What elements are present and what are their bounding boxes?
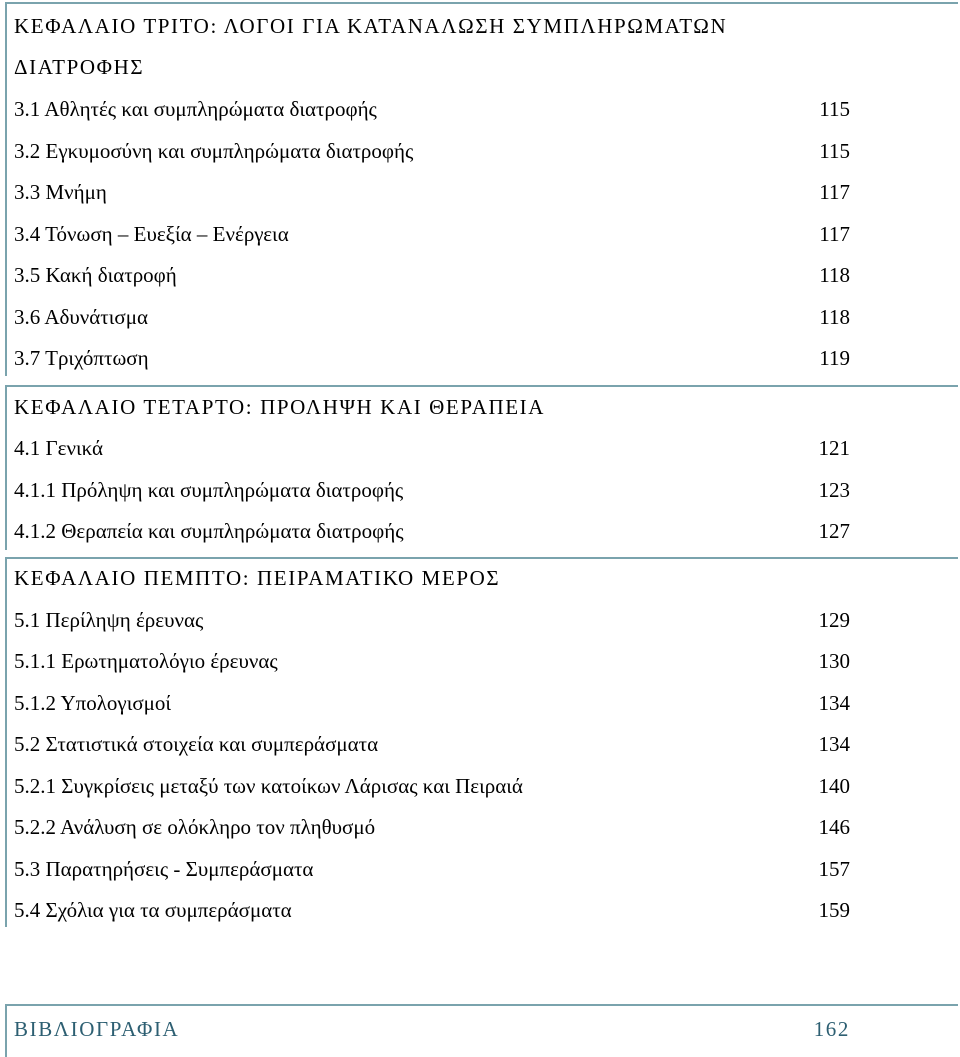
toc-entry-label: 3.7 Τριχόπτωση	[14, 346, 149, 370]
toc-entry-label: 3.1 Αθλητές και συμπληρώματα διατροφής	[14, 97, 377, 121]
toc-entry-label: 3.2 Εγκυμοσύνη και συμπληρώματα διατροφής	[14, 139, 414, 163]
toc-entry[interactable]	[14, 475, 850, 505]
toc-entry-page: 134	[818, 691, 850, 715]
bibliography-title: ΒΙΒΛΙΟΓΡΑΦΙΑ	[14, 1017, 180, 1041]
toc-entry-page: 119	[819, 346, 850, 370]
bibliography-entry[interactable]	[14, 1014, 850, 1044]
chapter4-left-rule	[5, 385, 7, 550]
toc-entry[interactable]	[14, 854, 850, 884]
toc-entry-label: 3.3 Μνήμη	[14, 180, 107, 204]
toc-entry-page: 146	[818, 815, 850, 839]
chapter4-top-rule	[5, 385, 958, 387]
toc-entry[interactable]	[14, 260, 850, 290]
toc-entry-label: 5.1 Περίληψη έρευνας	[14, 608, 204, 632]
chapter3-heading-line2	[14, 52, 850, 82]
chapter5-top-rule	[5, 557, 958, 559]
bibliography-top-rule	[5, 1004, 958, 1006]
toc-entry-label: 3.4 Τόνωση – Ευεξία – Ενέργεια	[14, 222, 289, 246]
toc-entry-label: 4.1.2 Θεραπεία και συμπληρώματα διατροφής	[14, 519, 404, 543]
toc-entry[interactable]	[14, 812, 850, 842]
toc-entry-label: 3.5 Κακή διατροφή	[14, 263, 177, 287]
chapter5-left-rule	[5, 557, 7, 927]
toc-entry[interactable]	[14, 177, 850, 207]
toc-entry-page: 117	[819, 222, 850, 246]
toc-entry-label: 5.2.1 Συγκρίσεις μεταξύ των κατοίκων Λάρισας και Πειραιά	[14, 774, 523, 798]
toc-entry[interactable]	[14, 605, 850, 635]
toc-entry[interactable]	[14, 688, 850, 718]
toc-entry-page: 159	[818, 898, 850, 922]
toc-entry-page: 123	[818, 478, 850, 502]
toc-entry-page: 127	[818, 519, 850, 543]
toc-entry-label: 5.2.2 Ανάλυση σε ολόκληρο τον πληθυσμό	[14, 815, 376, 839]
toc-entry[interactable]	[14, 729, 850, 759]
toc-entry-label: 5.1.1 Ερωτηματολόγιο έρευνας	[14, 649, 278, 673]
toc-entry-page: 130	[818, 649, 850, 673]
chapter5-title: ΚΕΦΑΛΑΙΟ ΠΕΜΠΤΟ: ΠΕΙΡΑΜΑΤΙΚΟ ΜΕΡΟΣ	[14, 566, 501, 590]
chapter4-heading	[14, 392, 850, 422]
toc-entry-page: 115	[819, 97, 850, 121]
toc-entry-page: 140	[818, 774, 850, 798]
toc-entry[interactable]	[14, 302, 850, 332]
toc-entry-page: 129	[818, 608, 850, 632]
toc-entry-page: 118	[819, 263, 850, 287]
toc-entry-label: 4.1 Γενικά	[14, 436, 104, 460]
toc-entry[interactable]	[14, 771, 850, 801]
toc-entry-page: 117	[819, 180, 850, 204]
toc-entry-page: 121	[818, 436, 850, 460]
chapter3-top-rule	[5, 2, 958, 4]
toc-entry-page: 134	[818, 732, 850, 756]
toc-entry-page: 157	[818, 857, 850, 881]
toc-entry[interactable]	[14, 646, 850, 676]
toc-entry-label: 5.2 Στατιστικά στοιχεία και συμπεράσματα	[14, 732, 379, 756]
toc-entry[interactable]	[14, 219, 850, 249]
toc-entry-page: 115	[819, 139, 850, 163]
bibliography-left-rule	[5, 1004, 7, 1057]
chapter4-title: ΚΕΦΑΛΑΙΟ ΤΕΤΑΡΤΟ: ΠΡΟΛΗΨΗ ΚΑΙ ΘΕΡΑΠΕΙΑ	[14, 395, 546, 419]
toc-entry-label: 4.1.1 Πρόληψη και συμπληρώματα διατροφής	[14, 478, 404, 502]
toc-entry[interactable]	[14, 516, 850, 546]
toc-entry[interactable]	[14, 343, 850, 373]
toc-entry[interactable]	[14, 136, 850, 166]
chapter3-left-rule	[5, 2, 7, 376]
bibliography-page: 162	[813, 1017, 850, 1041]
chapter5-heading	[14, 563, 850, 593]
toc-entry[interactable]	[14, 94, 850, 124]
toc-entry-page: 118	[819, 305, 850, 329]
toc-entry-label: 5.1.2 Υπολογισμοί	[14, 691, 172, 715]
chapter3-heading-line1	[14, 11, 850, 41]
toc-entry-label: 5.3 Παρατηρήσεις - Συμπεράσματα	[14, 857, 314, 881]
toc-entry[interactable]	[14, 433, 850, 463]
toc-entry-label: 5.4 Σχόλια για τα συμπεράσματα	[14, 898, 292, 922]
toc-entry[interactable]	[14, 895, 850, 925]
toc-entry-label: 3.6 Αδυνάτισμα	[14, 305, 148, 329]
chapter3-title-line1: ΚΕΦΑΛΑΙΟ ΤΡΙΤΟ: ΛΟΓΟΙ ΓΙΑ ΚΑΤΑΝΑΛΩΣΗ ΣΥΜΠΛΗΡΩΜΑΤΩΝ	[14, 14, 728, 38]
chapter3-title-line2: ΔΙΑΤΡΟΦΗΣ	[14, 55, 145, 79]
